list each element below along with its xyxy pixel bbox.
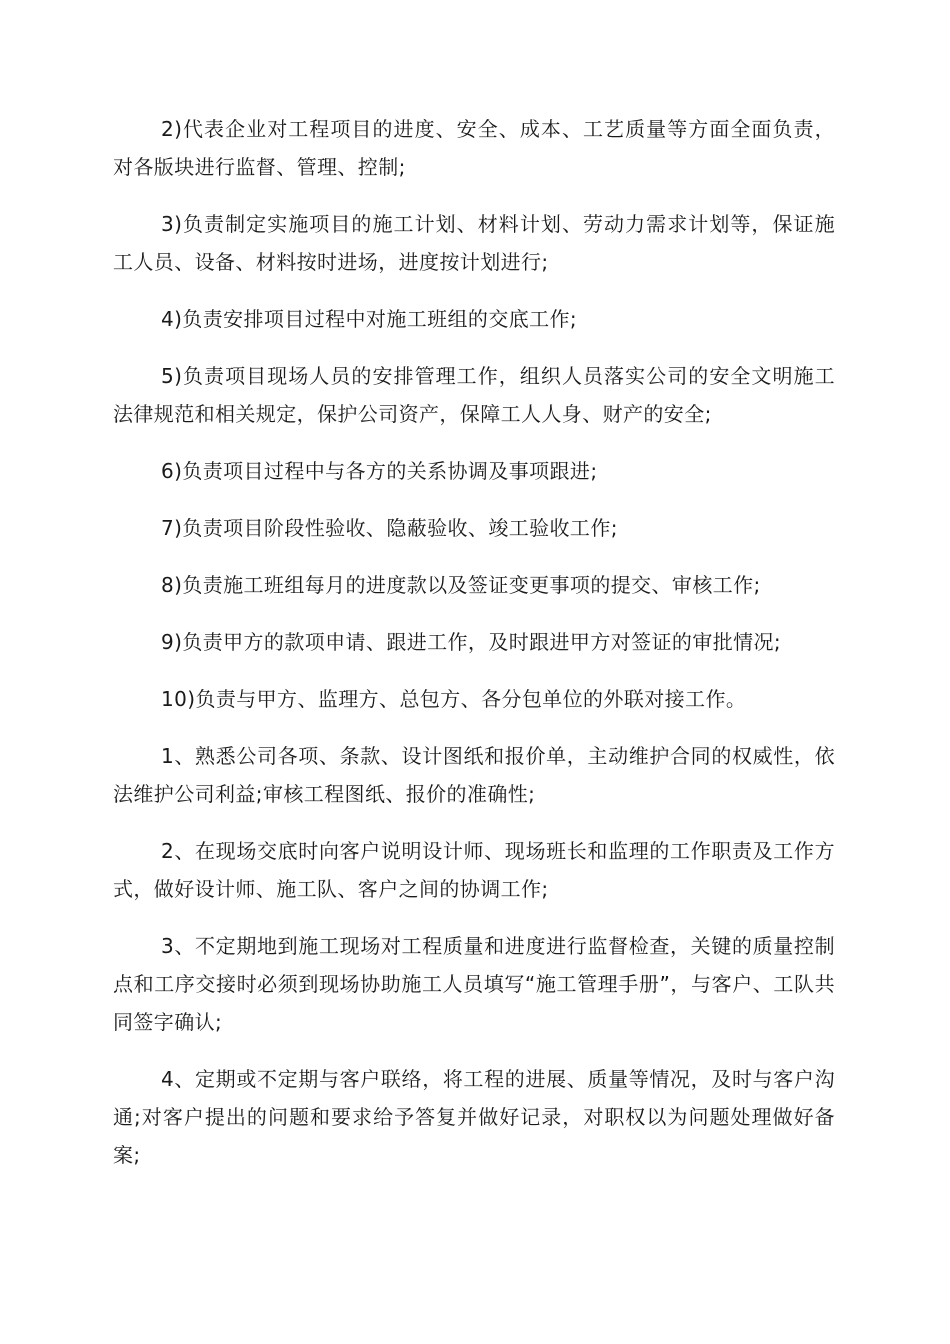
paragraph-item-4: 4、定期或不定期与客户联络，将工程的进展、质量等情况，及时与客户沟通;对客户提出的问题和要求给予答复并做好记录，对职权以为问题处理做好备案; [113,1067,835,1167]
paragraph-duty-10: 10)负责与甲方、监理方、总包方、各分包单位的外联对接工作。 [161,687,747,711]
paragraph-duty-9: 9)负责甲方的款项申请、跟进工作，及时跟进甲方对签证的审批情况; [161,630,782,654]
paragraph-item-1: 1、熟悉公司各项、条款、设计图纸和报价单，主动维护合同的权威性，依法维护公司利益;审核工程图纸、报价的准确性; [113,744,835,806]
paragraph-item-3: 3、不定期地到施工现场对工程质量和进度进行监督检查，关键的质量控制点和工序交接时必须到现场协助施工人员填写“施工管理手册”，与客户、工队共同签字确认; [113,934,835,1034]
paragraph-item-2: 2、在现场交底时向客户说明设计师、现场班长和监理的工作职责及工作方式，做好设计师、施工队、客户之间的协调工作; [113,839,835,901]
paragraph-duty-5: 5)负责项目现场人员的安排管理工作，组织人员落实公司的安全文明施工法律规范和相关规定，保护公司资产，保障工人人身、财产的安全; [113,364,835,426]
paragraph-duty-2: 2)代表企业对工程项目的进度、安全、成本、工艺质量等方面全面负责，对各版块进行监督、管理、控制; [113,117,835,179]
paragraph-duty-4: 4)负责安排项目过程中对施工班组的交底工作; [161,307,578,331]
paragraph-duty-8: 8)负责施工班组每月的进度款以及签证变更事项的提交、审核工作; [161,573,761,597]
paragraph-duty-3: 3)负责制定实施项目的施工计划、材料计划、劳动力需求计划等，保证施工人员、设备、材料按时进场，进度按计划进行; [113,212,835,274]
document-body [113,110,835,1193]
paragraph-duty-6: 6)负责项目过程中与各方的关系协调及事项跟进; [161,459,598,483]
paragraph-duty-7: 7)负责项目阶段性验收、隐蔽验收、竣工验收工作; [161,516,618,540]
